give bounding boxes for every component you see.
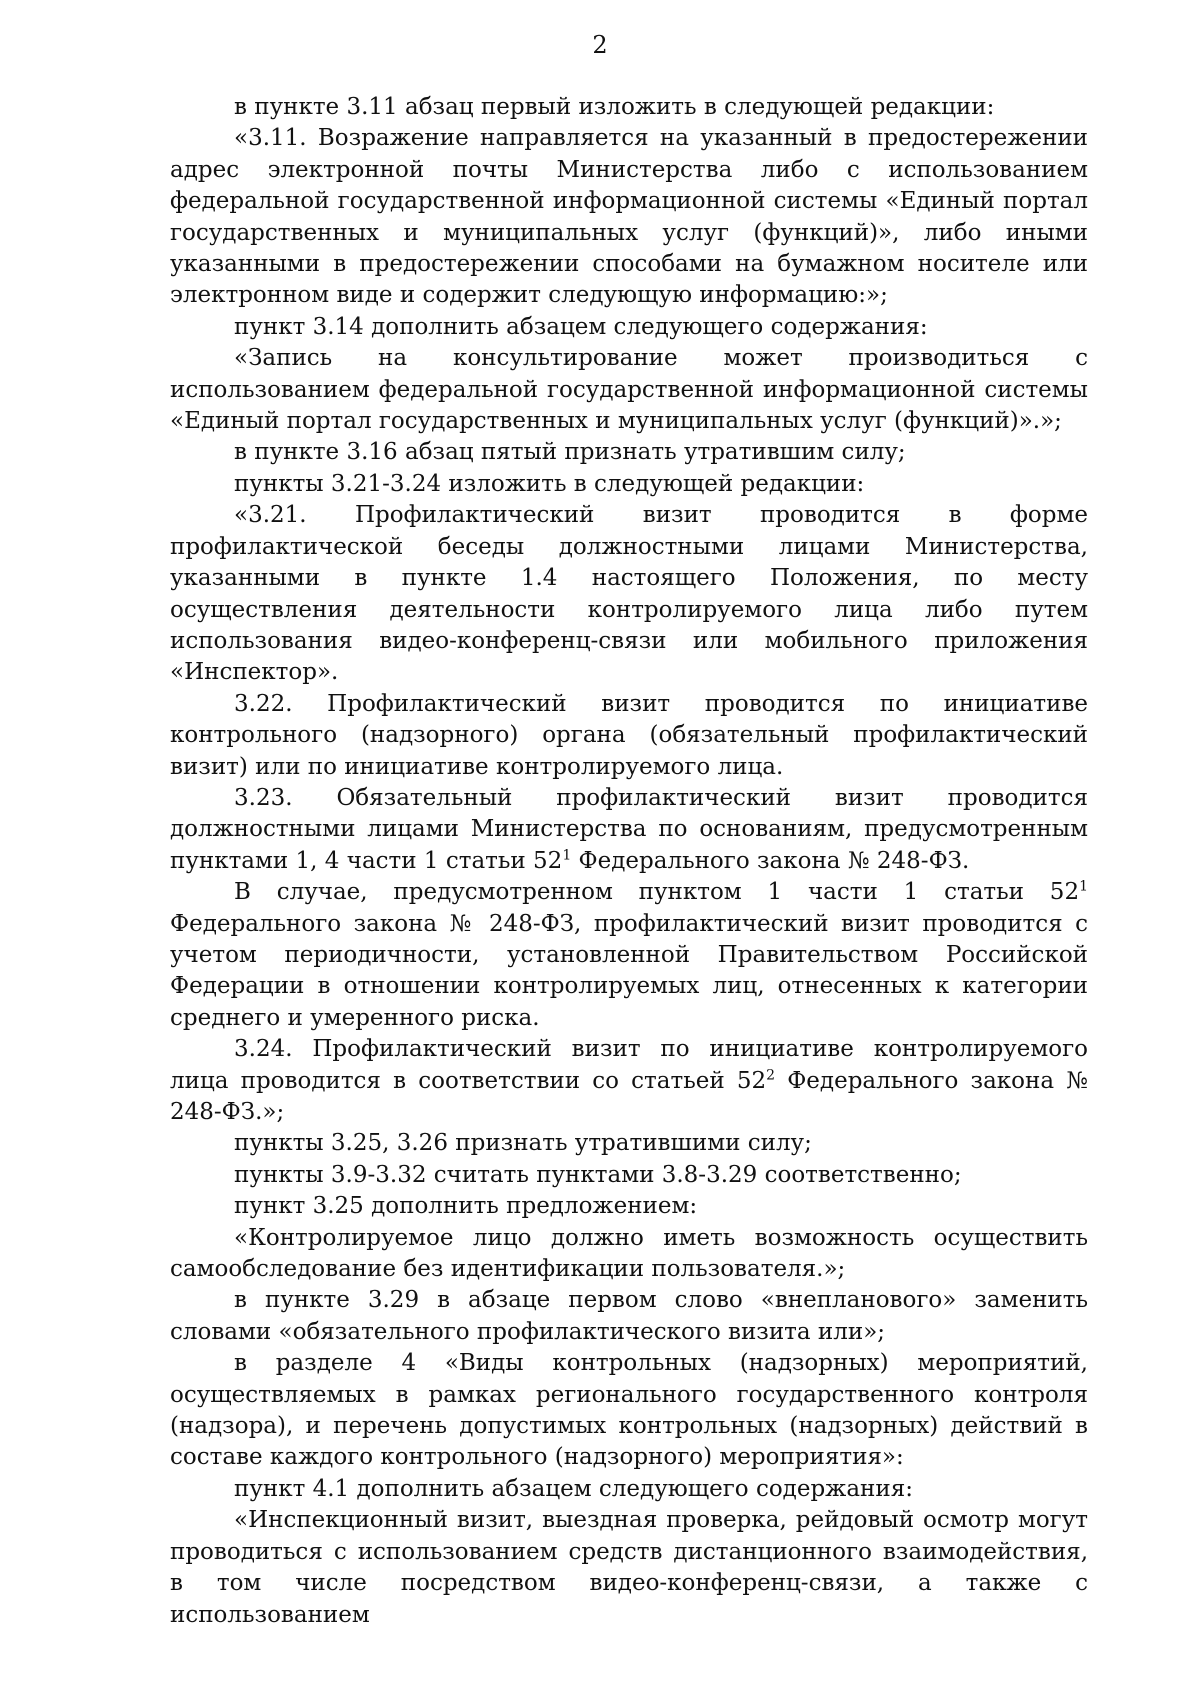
- paragraph-text: пункты 3.21-3.24 изложить в следующей редакции:: [234, 470, 865, 497]
- paragraph: [170, 877, 1088, 1034]
- paragraph: [170, 312, 1088, 343]
- paragraph-text: в пункте 3.11 абзац первый изложить в следующей редакции:: [234, 94, 995, 120]
- paragraph-text: «3.21. Профилактический визит проводится в форме профилактической беседы должностными лицами Министерства, указанными в пункте 1.4 настоящего Положения, по месту осуществления деятельности контролируемого лица либо путем использования видео-конференц-связи или мобильного приложения «Инспектор».: [170, 502, 1088, 686]
- paragraph-text: В случае, предусмотренном пунктом 1 части 1 статьи 52: [234, 879, 1080, 906]
- paragraph: [170, 783, 1088, 877]
- paragraph-text: 3.24. Профилактический визит по инициативе контролируемого лица проводится в соответствии со статьей 52: [170, 1036, 1088, 1094]
- paragraph: [170, 1505, 1088, 1631]
- paragraph: [170, 469, 1088, 500]
- paragraph: [170, 437, 1088, 468]
- paragraph-text: «Инспекционный визит, выездная проверка, рейдовый осмотр могут проводиться с использованием средств дистанционного взаимодействия, в том числе посредством видео-конференц-связи, а также с использованием: [170, 1507, 1088, 1628]
- paragraph: [170, 1160, 1088, 1191]
- paragraph-text: «Запись на консультирование может производиться с использованием федеральной государственной информационной системы «Единый портал государственных и муниципальных услуг (функций)».»;: [170, 345, 1088, 435]
- paragraph-text-tail: Федерального закона № 248-ФЗ.»;: [170, 1067, 1088, 1125]
- paragraph: [170, 1348, 1088, 1474]
- paragraph-text: 3.22. Профилактический визит проводится по инициативе контрольного (надзорного) органа (обязательный профилактический визит) или по инициативе контролируемого лица.: [170, 690, 1088, 780]
- superscript: 1: [562, 847, 572, 864]
- paragraph-text: пункт 4.1 дополнить абзацем следующего содержания:: [234, 1475, 913, 1502]
- document-body: [170, 92, 1088, 1631]
- paragraph: [170, 92, 1088, 123]
- paragraph: [170, 123, 1088, 311]
- paragraph-text-tail: Федерального закона № 248-ФЗ.: [571, 847, 970, 874]
- paragraph-text: «Контролируемое лицо должно иметь возможность осуществить самообследование без идентификации пользователя.»;: [170, 1224, 1088, 1283]
- paragraph: [170, 1034, 1088, 1128]
- paragraph: [170, 1223, 1088, 1286]
- paragraph: [170, 1128, 1088, 1159]
- paragraph-text-tail: Федерального закона № 248-ФЗ, профилактический визит проводится с учетом периодичности, установленной Правительством Российской Федерации в отношении контролируемых лиц, отнесенных к категории среднего и умеренного риска.: [170, 910, 1088, 1031]
- paragraph-text: 3.23. Обязательный профилактический визит проводится должностными лицами Министерства по основаниям, предусмотренным пунктами 1, 4 части 1 статьи 52: [170, 784, 1088, 874]
- page-number: 2: [592, 31, 608, 59]
- paragraph-text: пункты 3.9-3.32 считать пунктами 3.8-3.29 соответственно;: [234, 1161, 962, 1188]
- paragraph-text: в пункте 3.29 в абзаце первом слово «внепланового» заменить словами «обязательного профилактического визита или»;: [170, 1287, 1088, 1345]
- paragraph-text: в пункте 3.16 абзац пятый признать утратившим силу;: [234, 439, 906, 466]
- paragraph: [170, 1191, 1088, 1222]
- paragraph-text: пункт 3.14 дополнить абзацем следующего содержания:: [234, 313, 928, 340]
- paragraph: [170, 500, 1088, 688]
- paragraph-text: пункты 3.25, 3.26 признать утратившими силу;: [234, 1130, 812, 1157]
- paragraph-text: «3.11. Возражение направляется на указанный в предостережении адрес электронной почты Министерства либо с использованием федеральной государственной информационной системы «Единый портал государственных и муниципальных услуг (функций)», либо иными указанными в предостережении способами на бумажном носителе или электронном виде и содержит следующую информацию:»;: [170, 125, 1088, 309]
- paragraph: [170, 1474, 1088, 1505]
- paragraph-text: пункт 3.25 дополнить предложением:: [234, 1193, 698, 1220]
- superscript: 2: [766, 1066, 776, 1083]
- paragraph-text: в разделе 4 «Виды контрольных (надзорных) мероприятий, осуществляемых в рамках регионального государственного контроля (надзора), и перечень допустимых контрольных (надзорных) действий в составе каждого контрольного (надзорного) мероприятия»:: [170, 1350, 1088, 1471]
- superscript: 1: [1079, 878, 1088, 895]
- paragraph: [170, 343, 1088, 437]
- paragraph: [170, 1285, 1088, 1348]
- paragraph: [170, 689, 1088, 783]
